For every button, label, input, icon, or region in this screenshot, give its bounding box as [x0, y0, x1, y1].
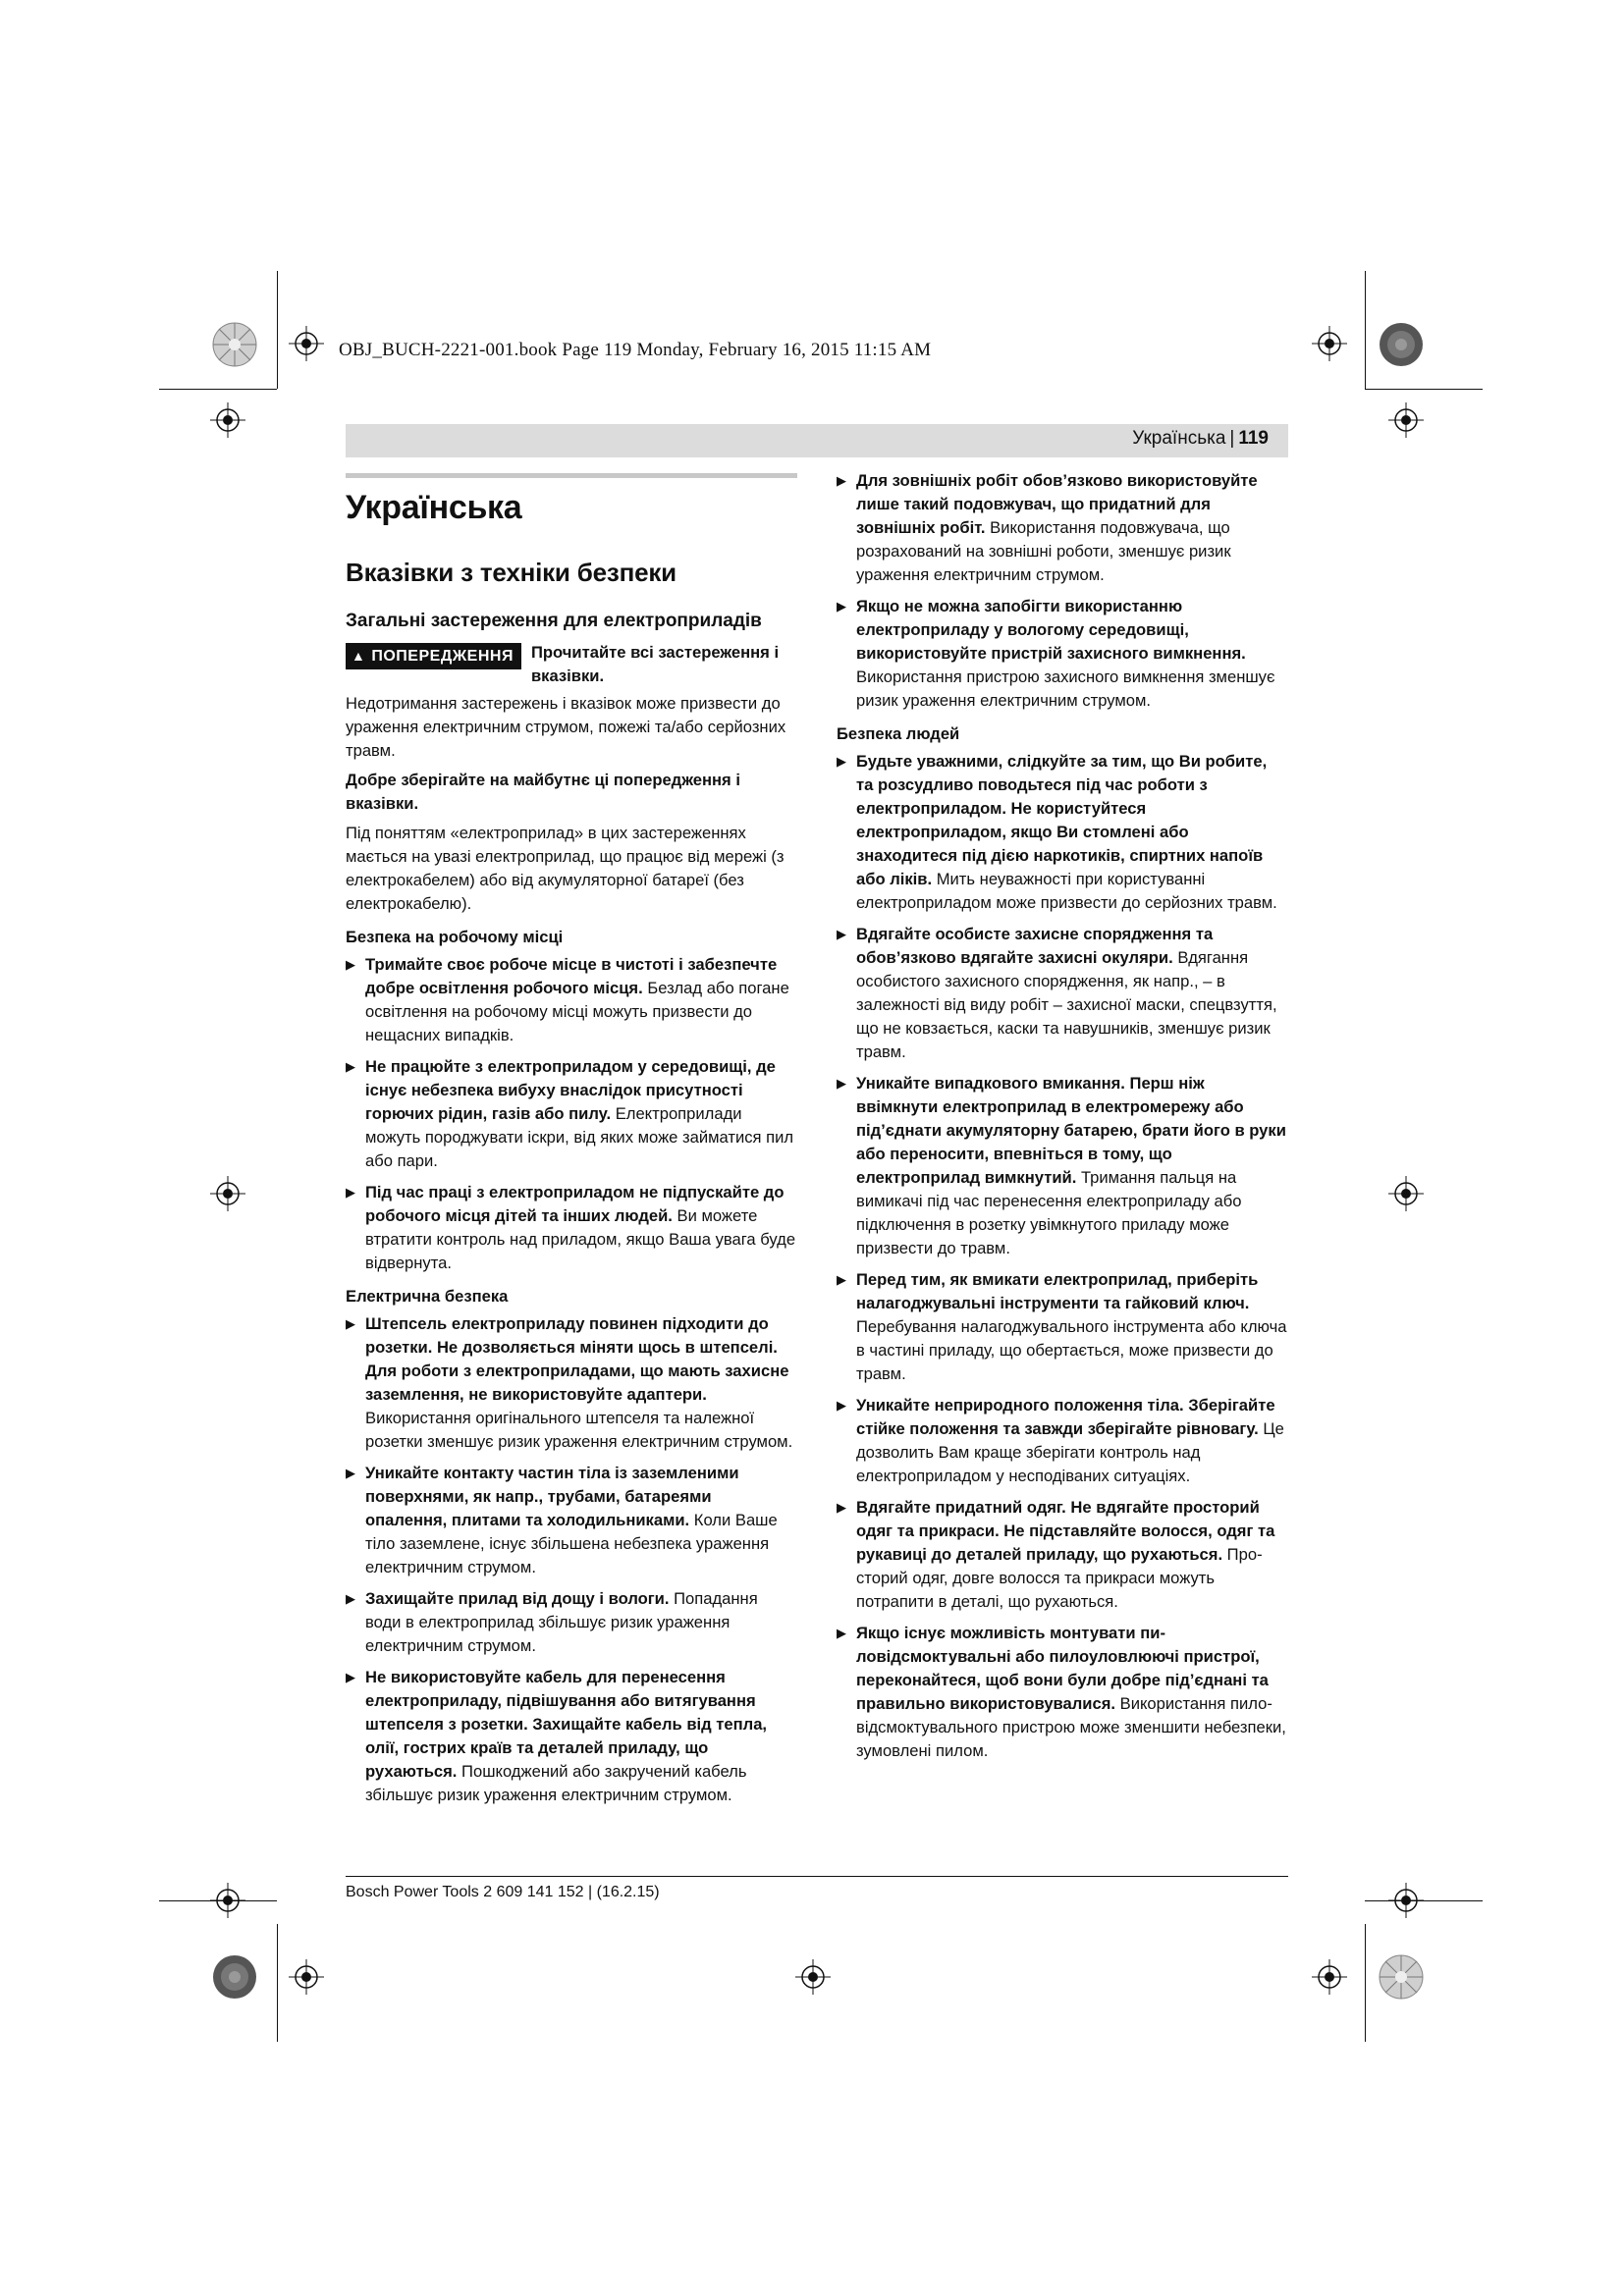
- crop-line: [1365, 1924, 1366, 2042]
- bullet-arrow-icon: ▶: [346, 1670, 355, 1684]
- calibration-disk-icon: [212, 1954, 257, 2000]
- bullet-arrow-icon: ▶: [837, 1398, 846, 1413]
- registration-mark-icon: [210, 402, 245, 438]
- bullet-arrow-icon: ▶: [346, 957, 355, 972]
- electrical-heading: Електрична безпека: [346, 1287, 509, 1306]
- list-item-bold: Вдягайте особисте захисне спорядження та обов’язково вдягайте захисні окуляри.: [856, 925, 1214, 967]
- list-item-text: Вдягання особистого захисного спорядження, як напр., – в залежності від виду робіт – захисної маски, спецвзуття, що не ковзається, каски та навушників, зменшує ризик травм.: [856, 948, 1277, 1061]
- list-item-text: Просторий одяг, довге волосся та прикраси можуть потрапити в деталі, що рухаються.: [856, 1545, 1263, 1611]
- registration-mark-icon: [289, 326, 324, 361]
- bullet-arrow-icon: ▶: [346, 1591, 355, 1606]
- footer-text: Bosch Power Tools 2 609 141 152 | (16.2.15): [346, 1884, 660, 1900]
- list-item: [837, 1394, 1288, 1488]
- list-item-text: Це дозволить Вам краще зберігати контроль над електроприладом у несподіваних ситуаціях.: [856, 1419, 1284, 1485]
- warning-text: Прочитайте всі застереження і вказівки.: [530, 643, 780, 685]
- list-item-text: Електроприлади можуть породжувати іскри, від яких може займатися пил або пари.: [365, 1104, 794, 1170]
- list-item-text: Попадання води в електроприлад збільшує ризик ураження електричним струмом.: [365, 1589, 758, 1655]
- list-item-text: Коли Ваше тіло заземлене, існує збільшена небезпека ураження електричним струмом.: [365, 1511, 778, 1576]
- title-rule: [346, 473, 797, 478]
- registration-mark-icon: [1312, 1959, 1347, 1995]
- list-item-bold: Не використовуйте кабель для перенесення електроприладу, підвішування або витягування штепселя з розетки. Захищайте кабель від тепла, олії, гострих країв та деталей приладу, що рухаються.: [365, 1668, 768, 1781]
- list-item-text: Ви можете втратити контроль над приладом, якщо Ваша увага буде відвернута.: [365, 1206, 796, 1272]
- crop-line: [1365, 389, 1483, 390]
- registration-mark-icon: [1388, 1176, 1424, 1211]
- personal-safety-heading: Безпека людей: [837, 724, 960, 743]
- running-head: Українська | 119: [1132, 428, 1269, 449]
- list-item: [837, 595, 1288, 713]
- footer-rule: [346, 1876, 1288, 1877]
- warning-triangle-icon: ▲: [352, 648, 366, 664]
- list-item-bold: Уникайте неприродного положення тіла. Зберігайте стійке положення та завжди зберігайте рівновагу.: [856, 1396, 1275, 1438]
- list-item-text: Пошкоджений або закручений кабель збільшує ризик ураження електричним струмом.: [365, 1762, 747, 1804]
- bullet-arrow-icon: ▶: [346, 1316, 355, 1331]
- subsection-title: Загальні застереження для електроприладів: [346, 611, 762, 631]
- list-item: [837, 750, 1288, 915]
- bullet-arrow-icon: ▶: [837, 1272, 846, 1287]
- registration-mark-icon: [1388, 402, 1424, 438]
- definition-paragraph: Під поняттям «електроприлад» в цих застереженнях мається на увазі електроприлад, що працює від мережі (з електрокабелем) або від акумуляторної батареї (без електрокабелю).: [346, 824, 785, 913]
- list-item-bold: Будьте уважними, слідкуйте за тим, що Ви робите, та розсудливо поводьтеся під час роботи з електроприладом. Не користуйтеся електроприладом, якщо Ви стомлені або знаходитеся під дією наркотиків, спиртних напоїв або ліків.: [856, 752, 1268, 888]
- list-item-text: Тримання пальця на вимикачі під час перенесення електроприладу або підключення в розетку увімкнутого приладу може призвести до травм.: [856, 1168, 1242, 1257]
- crop-line: [159, 389, 277, 390]
- list-item: [346, 1587, 797, 1658]
- list-item-text: Використання подовжувача, що розрахований на зовнішні роботи, зменшує ризик ураження електричним струмом.: [856, 518, 1231, 584]
- bullet-arrow-icon: ▶: [837, 1500, 846, 1515]
- list-item: [346, 1312, 797, 1454]
- list-item: [346, 953, 797, 1047]
- registration-mark-icon: [1388, 1883, 1424, 1918]
- warning-badge: [346, 643, 521, 669]
- registration-mark-icon: [1312, 326, 1347, 361]
- list-item: [346, 1055, 797, 1173]
- bullet-arrow-icon: ▶: [346, 1185, 355, 1200]
- bullet-arrow-icon: ▶: [837, 473, 846, 488]
- list-item-bold: Не працюйте з електроприладом у середовищі, де існує небезпека вибуху внаслідок присутності горючих рідин, газів або пилу.: [365, 1057, 776, 1123]
- list-item: [837, 923, 1288, 1064]
- list-item-bold: Під час праці з електроприладом не підпускайте до робочого місця дітей та інших людей.: [365, 1183, 785, 1225]
- workplace-heading: Безпека на робочому місці: [346, 928, 564, 946]
- list-item-text: Безлад або погане освітлення на робочому місці можуть призвести до нещасних випадків.: [365, 979, 789, 1044]
- bullet-arrow-icon: ▶: [837, 927, 846, 941]
- list-item: [346, 1181, 797, 1275]
- bullet-arrow-icon: ▶: [837, 1076, 846, 1091]
- calibration-disk-icon: [212, 322, 257, 367]
- crop-line: [1365, 271, 1366, 389]
- bullet-arrow-icon: ▶: [346, 1059, 355, 1074]
- list-item: [837, 1496, 1288, 1614]
- intro-paragraph: Недотримання застережень і вказівок може призвести до ураження електричним струмом, пожежі та/або серйозних травм.: [346, 694, 786, 760]
- crop-line: [1365, 1900, 1483, 1901]
- list-item-text: Перебування налагоджувального інструмента або ключа в частині приладу, що обертається, може призвести до травм.: [856, 1317, 1287, 1383]
- left-column: [346, 469, 797, 1815]
- list-item-bold: Вдягайте придатний одяг. Не вдягайте просторий одяг та прикраси. Не підставляйте волосся, одяг та рукавиці до деталей приладу, що рухаються.: [856, 1498, 1275, 1564]
- list-item-bold: Уникайте контакту частин тіла із заземленими поверхнями, як напр., трубами, батареями опалення, плитами та холодильниками.: [365, 1464, 739, 1529]
- running-head-language: Українська: [1132, 428, 1226, 449]
- registration-mark-icon: [210, 1176, 245, 1211]
- list-item-text: Використання оригінального штепселя та належної розетки зменшує ризик ураження електричним струмом.: [365, 1409, 793, 1451]
- list-item: [837, 1268, 1288, 1386]
- running-head-band: [346, 424, 1288, 457]
- keep-instructions: Добре зберігайте на майбутнє ці попередження і вказівки.: [346, 771, 740, 813]
- list-item-bold: Якщо не можна запобігти використанню електроприладу у вологому середовищі, використовуйте пристрій захисного вимкнення.: [856, 597, 1246, 663]
- list-item: [837, 1072, 1288, 1260]
- list-item: [837, 1622, 1288, 1763]
- registration-mark-icon: [289, 1959, 324, 1995]
- page-number: 119: [1238, 428, 1269, 449]
- list-item: [346, 1462, 797, 1579]
- registration-mark-icon: [795, 1959, 831, 1995]
- list-item-text: Використання пристрою захисного вимкнення зменшує ризик ураження електричним струмом.: [856, 667, 1275, 710]
- list-item-bold: Перед тим, як вмикати електроприлад, приберіть налагоджувальні інструменти та гайковий ключ.: [856, 1270, 1259, 1312]
- list-item-bold: Штепсель електроприладу повинен підходити до розетки. Не дозволяється міняти щось в штепселі. Для роботи з електроприладами, що мають захисне заземлення, не використовуйте адаптери.: [365, 1314, 789, 1404]
- calibration-disk-icon: [1379, 322, 1424, 367]
- list-item-bold: Для зовнішніх робіт обов’язково використовуйте лише такий подовжувач, що придатний для зовнішніх робіт.: [856, 471, 1258, 537]
- crop-line: [277, 271, 278, 389]
- crop-line: [277, 1924, 278, 2042]
- bullet-arrow-icon: ▶: [837, 1626, 846, 1640]
- right-column: [837, 469, 1288, 1771]
- bullet-arrow-icon: ▶: [837, 754, 846, 769]
- warning-block: [346, 641, 797, 688]
- warning-badge-label: ПОПЕРЕДЖЕННЯ: [371, 648, 514, 665]
- list-item-bold: Захищайте прилад від дощу і вологи.: [365, 1589, 670, 1608]
- list-item-bold: Тримайте своє робоче місце в чистоті і забезпечте добре освітлення робочого місця.: [365, 955, 778, 997]
- list-item-bold: Якщо існує можливість монтувати пиловідсмоктувальні або пилоуловлюючі пристрої, переконайтеся, щоб вони були добре під’єднані та правильно використовувалися.: [856, 1624, 1269, 1713]
- book-header: OBJ_BUCH-2221-001.book Page 119 Monday, February 16, 2015 11:15 AM: [339, 340, 932, 360]
- page-title: Українська: [346, 489, 522, 526]
- list-item: [837, 469, 1288, 587]
- calibration-disk-icon: [1379, 1954, 1424, 2000]
- list-item-bold: Уникайте випадкового вмикання. Перш ніж ввімкнути електроприлад в електромережу або під’єднати акумуляторну батарею, брати його в руки або переносити, впевніться в тому, що електроприлад вимкнутий.: [856, 1074, 1286, 1187]
- list-item-text: Використання пиловідсмоктувального пристрою може зменшити небезпеки, зумовлені пилом.: [856, 1694, 1286, 1760]
- section-title: Вказівки з техніки безпеки: [346, 558, 677, 587]
- registration-mark-icon: [210, 1883, 245, 1918]
- list-item: [346, 1666, 797, 1807]
- bullet-arrow-icon: ▶: [346, 1466, 355, 1480]
- bullet-arrow-icon: ▶: [837, 599, 846, 614]
- list-item-text: Мить неуважності при користуванні електроприладом може призвести до серйозних травм.: [856, 870, 1277, 912]
